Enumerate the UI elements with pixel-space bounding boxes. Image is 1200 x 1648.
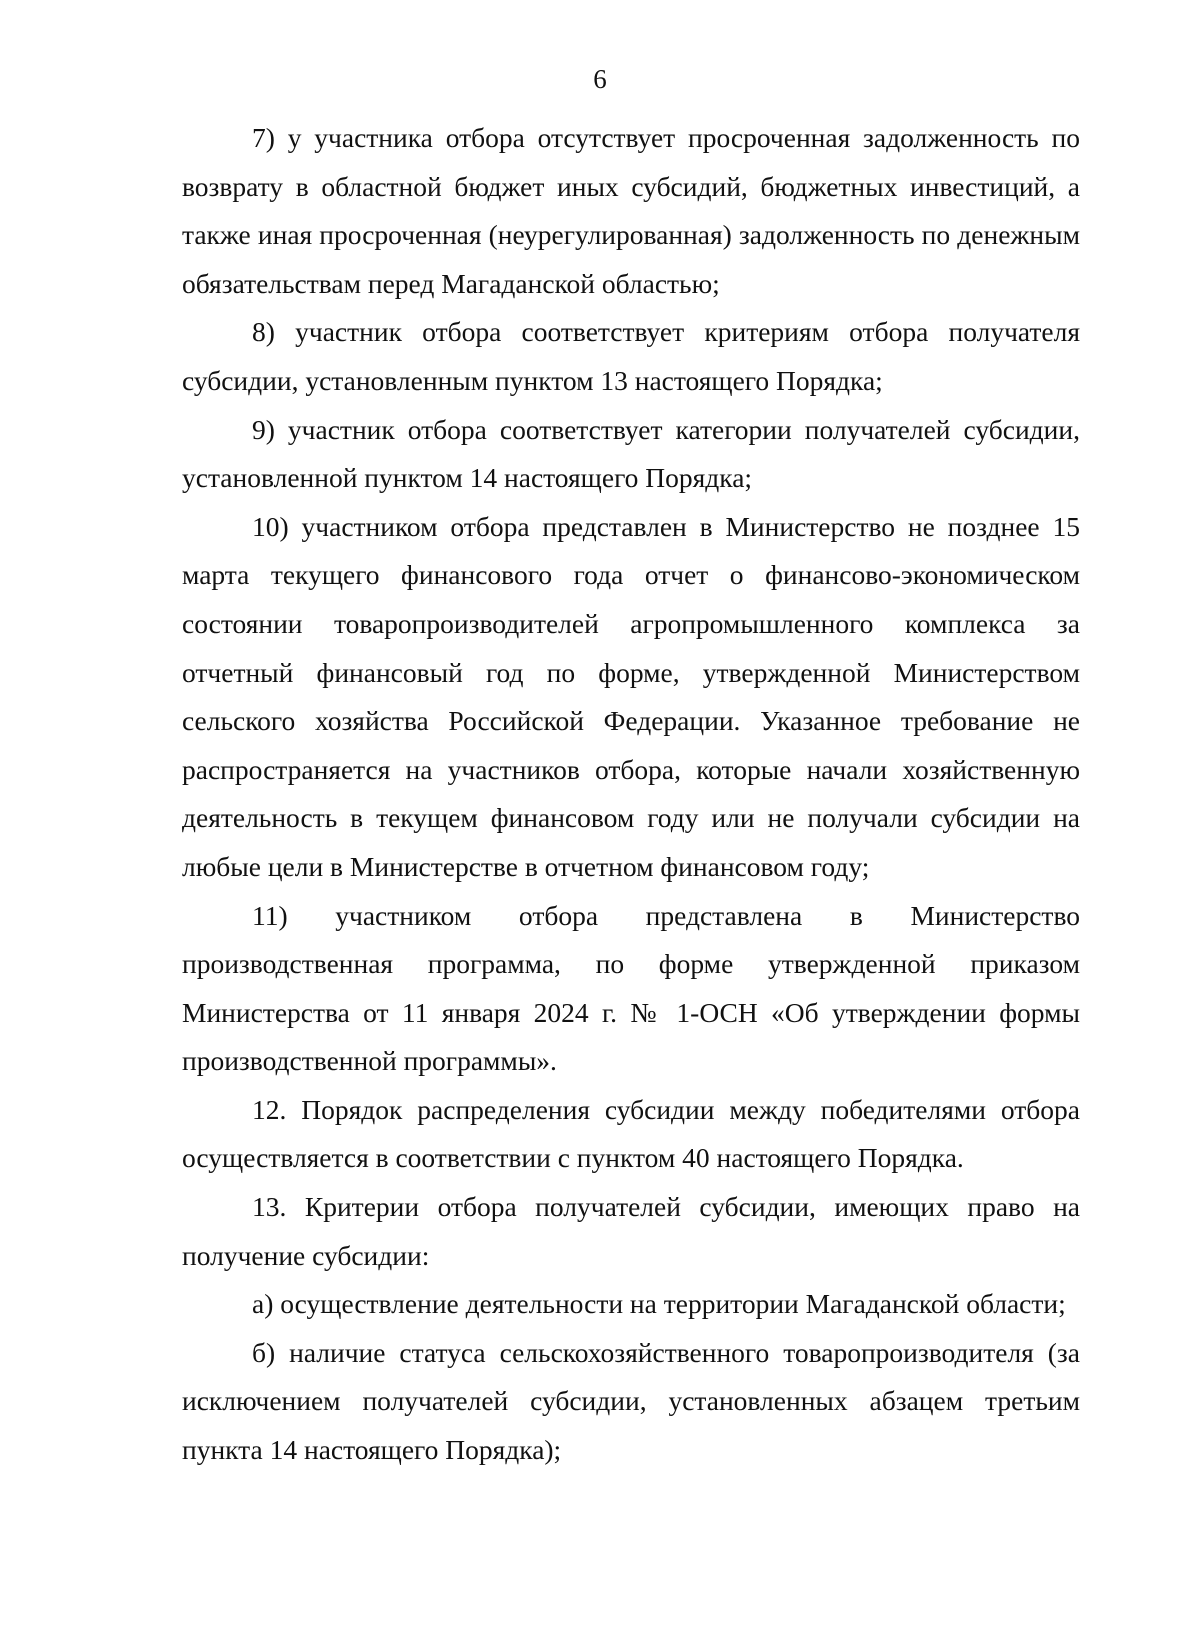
paragraph-item-8: 8) участник отбора соответствует критериям отбора получателя субсидии, установленным пунктом 13 настоящего Порядка; (182, 316, 1080, 396)
paragraph-clause-13: 13. Критерии отбора получателей субсидии, имеющих право на получение субсидии: (182, 1191, 1080, 1271)
paragraph-clause-12: 12. Порядок распределения субсидии между победителями отбора осуществляется в соответствии с пунктом 40 настоящего Порядка. (182, 1093, 1080, 1174)
paragraph-item-9: 9) участник отбора соответствует категории получателей субсидии, установленной пунктом 14 настоящего Порядка; (182, 413, 1080, 494)
paragraph-criterion-b: б) наличие статуса сельскохозяйственного товаропроизводителя (за исключением получателей субсидии, установленных абзацем третьим пункта 14 настоящего Порядка); (182, 1336, 1080, 1466)
paragraph-criterion-a: а) осуществление деятельности на территории Магаданской области; (252, 1288, 1066, 1320)
paragraph-item-10: 10) участником отбора представлен в Министерство не позднее 15 марта текущего финансового года отчет о финансово-экономическом состоянии товаропроизводителей агропромышленного комплекса за отчетный финансовый год по форме, утвержденной Министерством сельского хозяйства Российской Федерации. Указанное требование не распространяется на участников отбора, которые начали хозяйственную деятельность в текущем финансовом году или не получали субсидии на любые цели в Министерстве в отчетном финансовом году; (182, 510, 1080, 882)
document-body (182, 114, 1080, 1475)
paragraph-item-11: 11) участником отбора представлена в Министерство производственная программа, по форме утвержденной приказом Министерства от 11 января 2024 г. № 1-ОСН «Об утверждении формы производственной программы». (182, 899, 1080, 1077)
page-number: 6 (593, 64, 607, 94)
paragraph-item-7: 7) у участника отбора отсутствует просроченная задолженность по возврату в областной бюджет иных субсидий, бюджетных инвестиций, а также иная просроченная (неурегулированная) задолженность по денежным обязательствам перед Магаданской областью; (182, 122, 1080, 299)
